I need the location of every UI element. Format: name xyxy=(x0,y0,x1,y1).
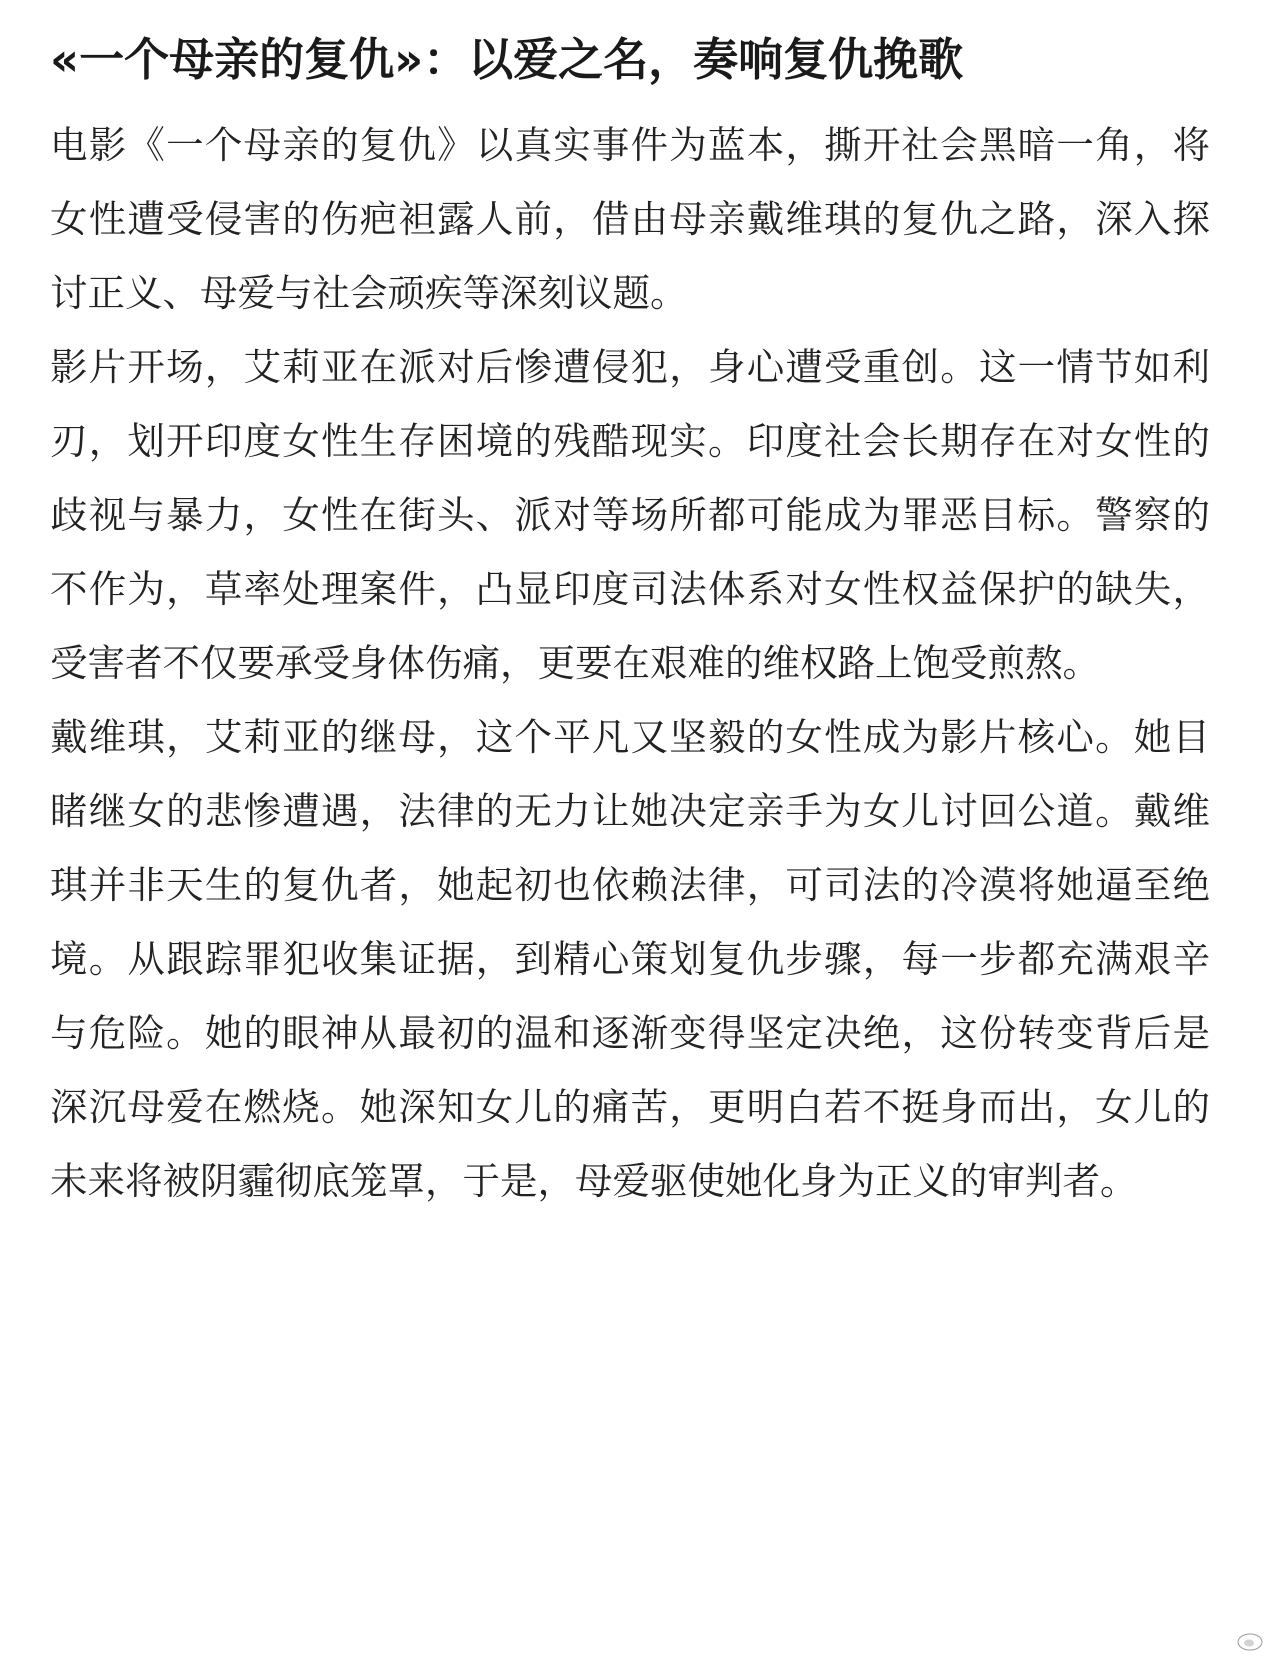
article-title: «一个母亲的复仇»：以爱之名，奏响复仇挽歌 xyxy=(50,33,964,86)
article-paragraph-1: 电影《一个母亲的复仇》以真实事件为蓝本，撕开社会黑暗一角，将女性遭受侵害的伤疤袒露人前，借由母亲戴维琪的复仇之路，深入探讨正义、母爱与社会顽疾等深刻议题。 xyxy=(50,123,1210,315)
watermark xyxy=(1236,1621,1270,1655)
article-paragraph-3: 戴维琪，艾莉亚的继母，这个平凡又坚毅的女性成为影片核心。她目睹继女的悲惨遭遇，法律的无力让她决定亲手为女儿讨回公道。戴维琪并非天生的复仇者，她起初也依赖法律，可司法的冷漠将她逼至绝境。从跟踪罪犯收集证据，到精心策划复仇步骤，每一步都充满艰辛与危险。她的眼神从最初的温和逐渐变得坚定决绝，这份转变背后是深沉母爱在燃烧。她深知女儿的痛苦，更明白若不挺身而出，女儿的未来将被阴霾彻底笼罩，于是，母爱驱使她化身为正义的审判者。 xyxy=(50,715,1210,1203)
article xyxy=(50,18,1210,1218)
article-paragraph-2: 影片开场，艾莉亚在派对后惨遭侵犯，身心遭受重创。这一情节如利刃，划开印度女性生存困境的残酷现实。印度社会长期存在对女性的歧视与暴力，女性在街头、派对等场所都可能成为罪恶目标。警察的不作为，草率处理案件，凸显印度司法体系对女性权益保护的缺失，受害者不仅要承受身体伤痛，更要在艰难的维权路上饱受煎熬。 xyxy=(50,345,1210,685)
weibo-logo-icon xyxy=(1236,1623,1270,1653)
